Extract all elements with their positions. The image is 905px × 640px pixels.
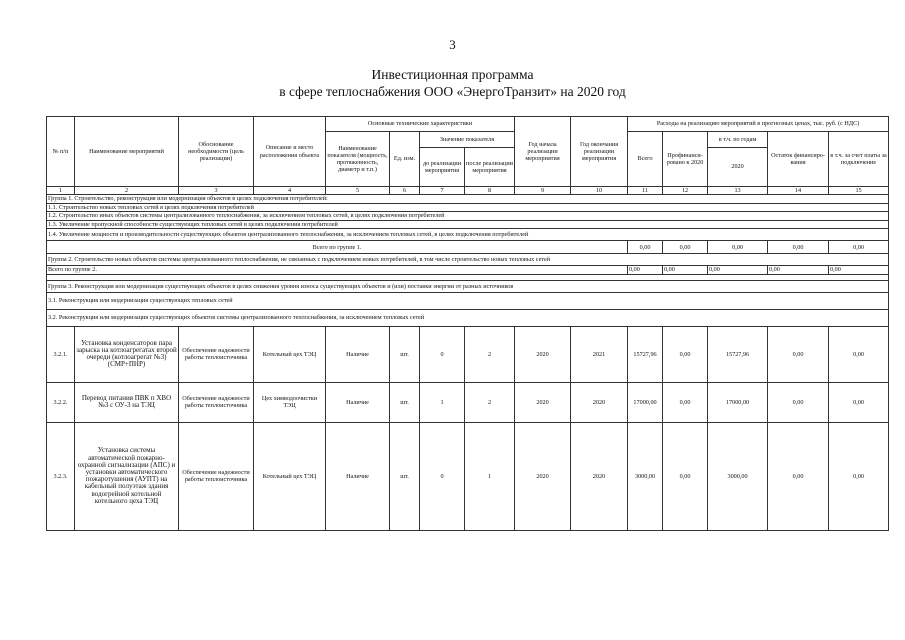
column-number: 15 bbox=[829, 187, 889, 195]
table-row bbox=[47, 326, 889, 382]
row-year-start: 2020 bbox=[515, 326, 571, 382]
column-number: 6 bbox=[390, 187, 420, 195]
column-numbers-row bbox=[47, 187, 889, 195]
group-1-heading: Группа 1. Строительство, реконструкция или модернизация объектов в целях подключения потребителей: bbox=[47, 195, 889, 204]
row-financed: 0,00 bbox=[663, 382, 708, 422]
column-number: 12 bbox=[663, 187, 708, 195]
column-number: 3 bbox=[179, 187, 254, 195]
column-number: 10 bbox=[571, 187, 628, 195]
row-financed: 0,00 bbox=[663, 422, 708, 530]
total-value: 0,00 bbox=[663, 241, 708, 254]
row-fee: 0,00 bbox=[829, 422, 889, 530]
row-remainder: 0,00 bbox=[768, 422, 829, 530]
investment-table bbox=[46, 116, 889, 531]
row-description: Котельный цех ТЭЦ bbox=[254, 326, 326, 382]
row-before: 0 bbox=[420, 326, 465, 382]
subgroup-3-1: 3.1. Реконструкция или модернизация существующих тепловых сетей bbox=[47, 292, 889, 309]
row-num: 3.2.1. bbox=[47, 326, 75, 382]
row-after: 1 bbox=[465, 422, 515, 530]
table-row bbox=[47, 422, 889, 530]
row-indicator: Наличие bbox=[326, 382, 390, 422]
row-year-end: 2020 bbox=[571, 382, 628, 422]
header-year-2020: 2020 bbox=[708, 148, 768, 187]
row-total: 15727,96 bbox=[628, 326, 663, 382]
total-label: Всего по группе 1. bbox=[47, 241, 628, 254]
column-number: 9 bbox=[515, 187, 571, 195]
row-total: 3000,00 bbox=[628, 422, 663, 530]
total-value: 0,00 bbox=[708, 241, 768, 254]
row-2020: 15727,96 bbox=[708, 326, 768, 382]
column-number: 7 bbox=[420, 187, 465, 195]
header-num: № п/п bbox=[47, 117, 75, 187]
header-before: до реализации мероприятия bbox=[420, 148, 465, 187]
header-description: Описание и место расположения объекта bbox=[254, 117, 326, 187]
column-number: 11 bbox=[628, 187, 663, 195]
row-after: 2 bbox=[465, 326, 515, 382]
total-label: Всего по группе 2. bbox=[47, 266, 628, 275]
header-indicator-name: Наименование показателя (мощность, протяженность, диаметр и т.п.) bbox=[326, 132, 390, 187]
header-incl-fee: в т.ч. за счет платы за подключение bbox=[829, 132, 889, 187]
header-including-years: в т.ч. по годам bbox=[708, 132, 768, 148]
row-2020: 17000,00 bbox=[708, 382, 768, 422]
group-2-heading: Группа 2. Строительство новых объектов системы централизованного теплоснабжения, не связанных с подключением новых потребителей, в том числе строительство новых тепловых сетей bbox=[47, 254, 889, 266]
row-justification: Обеспечение надежности работы теплоисточника bbox=[179, 382, 254, 422]
column-number: 13 bbox=[708, 187, 768, 195]
header-name: Наименование мероприятий bbox=[75, 117, 179, 187]
row-indicator: Наличие bbox=[326, 422, 390, 530]
group-2-total-row bbox=[47, 266, 889, 275]
total-value: 0,00 bbox=[768, 241, 829, 254]
row-name: Установка системы автоматической пожарно-охранной сигнализации (АПС) и установки автоматического пожаротушения (АУПТ) на кабельный полуэтаж здания водогрейной котельной котельного цеха ТЭЦ bbox=[75, 422, 179, 530]
row-num: 3.2.3. bbox=[47, 422, 75, 530]
header-unit: Ед. изм. bbox=[390, 132, 420, 187]
row-indicator: Наличие bbox=[326, 326, 390, 382]
row-year-end: 2021 bbox=[571, 326, 628, 382]
group-1-total-row bbox=[47, 241, 889, 254]
header-year-start: Год начала реализации мероприятия bbox=[515, 117, 571, 187]
row-name: Установка конденсаторов пара зарыска на котлоагрегатах второй очереди (котлоагрегат №3) (СМР+ПНР) bbox=[75, 326, 179, 382]
row-justification: Обеспечение надежности работы теплоисточника bbox=[179, 422, 254, 530]
total-value: 0,00 bbox=[663, 266, 708, 275]
row-year-end: 2020 bbox=[571, 422, 628, 530]
total-value: 0,00 bbox=[708, 266, 768, 275]
column-number: 4 bbox=[254, 187, 326, 195]
row-before: 1 bbox=[420, 382, 465, 422]
row-unit: шт. bbox=[390, 326, 420, 382]
header-indicator-values: Значение показателя bbox=[420, 132, 515, 148]
column-number: 8 bbox=[465, 187, 515, 195]
subgroup-1-4: 1.4. Увеличение мощности и производительности существующих объектов централизованного теплоснабжения, за исключением тепловых сетей, в целях подключения потребителей bbox=[47, 229, 889, 241]
header-financed: Профинанси-ровано к 2020 bbox=[663, 132, 708, 187]
subgroup-1-3: 1.3. Увеличение пропускной способности существующих тепловых сетей в целях подключения потребителей bbox=[47, 220, 889, 229]
row-description: Цех химводоочистки ТЭЦ bbox=[254, 382, 326, 422]
total-value: 0,00 bbox=[829, 241, 889, 254]
header-year-end: Год окончания реализации мероприятия bbox=[571, 117, 628, 187]
column-number: 2 bbox=[75, 187, 179, 195]
row-justification: Обеспечение надежности работы теплоисточника bbox=[179, 326, 254, 382]
row-year-start: 2020 bbox=[515, 422, 571, 530]
header-remainder: Остаток финансиро-вания bbox=[768, 132, 829, 187]
column-number: 14 bbox=[768, 187, 829, 195]
header-justification: Обоснование необходимости (цель реализации) bbox=[179, 117, 254, 187]
row-num: 3.2.2. bbox=[47, 382, 75, 422]
row-financed: 0,00 bbox=[663, 326, 708, 382]
column-number: 5 bbox=[326, 187, 390, 195]
total-value: 0,00 bbox=[768, 266, 829, 275]
row-description: Котельный цех ТЭЦ bbox=[254, 422, 326, 530]
subgroup-3-2: 3.2. Реконструкция или модернизация существующих объектов системы централизованного теплоснабжения, за исключением тепловых сетей bbox=[47, 309, 889, 326]
row-remainder: 0,00 bbox=[768, 326, 829, 382]
total-value: 0,00 bbox=[628, 241, 663, 254]
row-total: 17000,00 bbox=[628, 382, 663, 422]
title-line-2: в сфере теплоснабжения ООО «ЭнергоТранзит» на 2020 год bbox=[279, 84, 626, 99]
row-fee: 0,00 bbox=[829, 382, 889, 422]
header-after: после реализации мероприятия bbox=[465, 148, 515, 187]
row-year-start: 2020 bbox=[515, 382, 571, 422]
row-before: 0 bbox=[420, 422, 465, 530]
row-unit: шт. bbox=[390, 422, 420, 530]
column-number: 1 bbox=[47, 187, 75, 195]
total-value: 0,00 bbox=[628, 266, 663, 275]
page-number: 3 bbox=[449, 37, 456, 52]
row-name: Перевод питания ПВК п ХВО №3 с ОУ-3 на ТЭЦ bbox=[75, 382, 179, 422]
subgroup-1-1: 1.1. Строительство новых тепловых сетей в целях подключения потребителей bbox=[47, 203, 889, 212]
group-3-heading: Группа 3. Реконструкция или модернизация существующих объектов в целях снижения уровня износа существующих объектов и (или) поставки энергии от разных источников bbox=[47, 280, 889, 292]
row-after: 2 bbox=[465, 382, 515, 422]
row-unit: шт. bbox=[390, 382, 420, 422]
page-title bbox=[0, 66, 905, 100]
header-tech-chars: Основные технические характеристики bbox=[326, 117, 515, 132]
total-value: 0,00 bbox=[829, 266, 889, 275]
row-2020: 3000,00 bbox=[708, 422, 768, 530]
row-fee: 0,00 bbox=[829, 326, 889, 382]
row-remainder: 0,00 bbox=[768, 382, 829, 422]
title-line-1: Инвестиционная программа bbox=[371, 67, 534, 82]
subgroup-1-2: 1.2. Строительство иных объектов системы централизованного теплоснабжения, за исключением тепловых сетей, в целях подключения потребителей bbox=[47, 212, 889, 221]
table-row bbox=[47, 382, 889, 422]
header-expenses: Расходы на реализацию мероприятий в прогнозных ценах, тыс. руб. (с НДС) bbox=[628, 117, 889, 132]
header-total: Всего bbox=[628, 132, 663, 187]
